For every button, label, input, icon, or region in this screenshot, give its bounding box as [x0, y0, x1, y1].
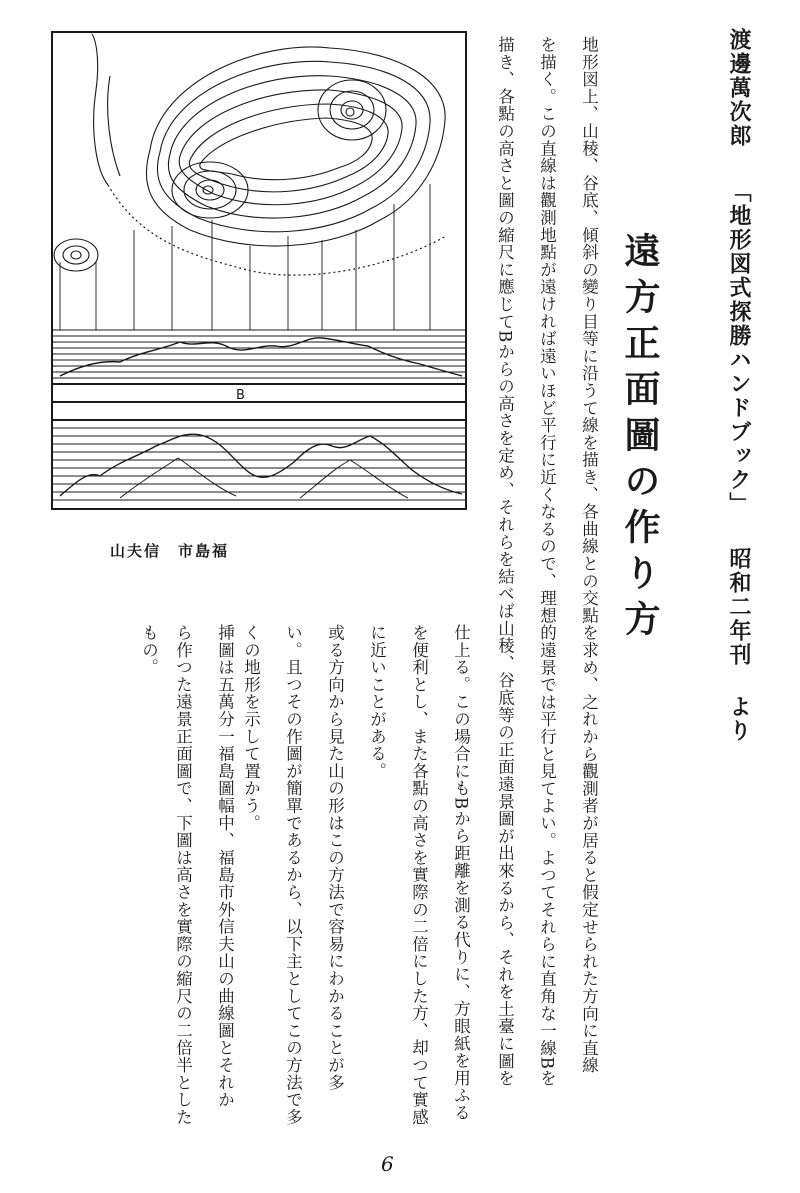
- upper-profile-grid: [52, 330, 466, 384]
- body-column-6: に近いことがある。: [367, 624, 387, 780]
- figure-caption: [110, 540, 229, 561]
- projection-lines: [60, 184, 430, 330]
- dotted-boundary: [108, 185, 446, 275]
- body-column-10: 挿圖は五萬分一福島圖幅中、福島市外信夫山の曲線圖とそれか: [215, 624, 235, 1109]
- upper-profile-curve: [60, 338, 462, 376]
- author-name: 渡邊萬次郎: [726, 28, 752, 148]
- body-column-1: 地形図上、山稜、谷底、傾斜の變り目等に沿うて線を描き、各曲線との交點を求め、之れから觀測者が居ると假定せられた方向に直線: [579, 36, 599, 1074]
- page-number: 6: [381, 1152, 394, 1176]
- lower-profile-grid: [52, 420, 466, 500]
- body-column-5: を便利とし、また各點の高さを實際の二倍にした方、却つて實感: [409, 624, 429, 1126]
- body-column-9: くの地形を示して置かう。: [241, 624, 261, 832]
- body-column-12: もの。: [139, 624, 159, 676]
- source-suffix: より: [726, 695, 752, 744]
- article-title: 遠方正面圖の作り方: [619, 232, 661, 646]
- body-column-8: い。且つその作圖が簡單であるから、以下主としてこの方法で多: [283, 624, 303, 1126]
- body-column-3: 描き、各點の高さと圖の縮尺に應じてBからの高さを定め、それらを結べば山稜、谷底等の正面遠景圖が出來るから、それを土臺に圖を: [495, 36, 515, 1087]
- body-column-11: ら作つた遠景正面圖で、下圖は高さを實際の縮尺の二倍半とした: [173, 624, 193, 1126]
- publication-date: 昭和二年刊: [726, 547, 752, 668]
- body-column-2: を描く。この直線は觀測地點が遠ければ遠いほど平行に近くなるので、理想的遠景では平行と見てよい。よつてそれらに直角な一線Bを: [537, 36, 557, 1087]
- book-title: 「地形図式探勝ハンドブック」: [726, 179, 752, 516]
- figure-frame: [52, 32, 466, 509]
- figure-baseline-label: B: [236, 388, 245, 403]
- body-column-7: 或る方向から見た山の形はこの方法で容易にわかることが多: [325, 624, 345, 1092]
- lower-profile-curve: [60, 434, 462, 496]
- caption-text: 山夫信 市島福: [110, 542, 230, 560]
- page-title: [619, 232, 661, 646]
- body-column-4: 仕上る。この場合にもBから距離を測る代りに、方眼紙を用ふる: [451, 624, 471, 1122]
- contour-lines: [54, 34, 445, 271]
- source-header: [728, 28, 750, 743]
